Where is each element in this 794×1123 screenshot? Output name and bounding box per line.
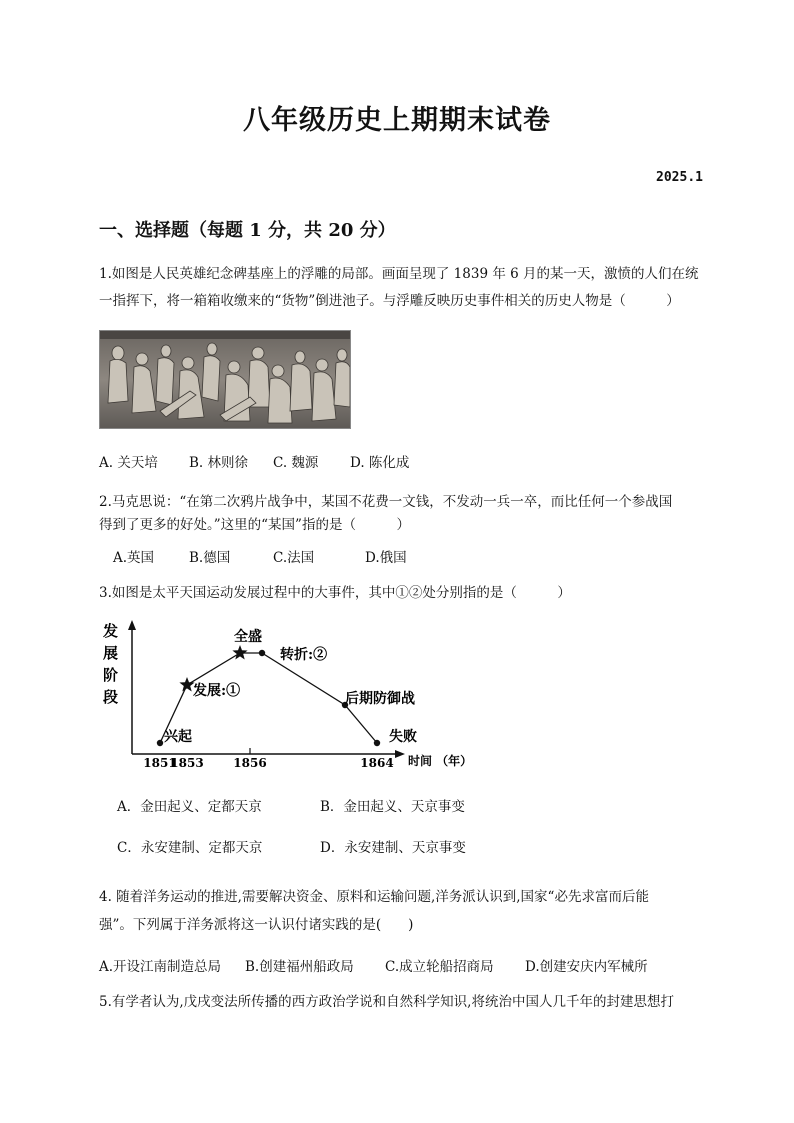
q3-line-1: 3.如图是太平天国运动发展过程中的大事件，其中①②处分别指的是（ ）: [99, 585, 571, 601]
point-label: 发展:①: [193, 683, 241, 699]
q3-option-d: D．永安建制、天京事变: [320, 840, 466, 856]
point-label: 后期防御战: [345, 691, 415, 707]
data-point: [259, 650, 265, 656]
y-axis-label-char: 展: [103, 644, 119, 662]
x-tick-label: 1864: [360, 756, 394, 770]
x-tick-label: 1856: [233, 756, 267, 770]
x-axis-arrow: [395, 750, 405, 758]
star-point: [232, 645, 247, 660]
q4-option-c: C.成立轮船招商局: [385, 959, 494, 975]
q3-option-b: B．金田起义、天京事变: [320, 799, 465, 815]
point-label: 失败: [389, 729, 417, 745]
q2-option-a: A.英国: [113, 550, 155, 566]
q4-line-1: 4. 随着洋务运动的推进,需要解决资金、原料和运输问题,洋务派认识到,国家“必先求富而后能: [99, 889, 649, 905]
q4-option-b: B.创建福州船政局: [245, 959, 354, 975]
q2-option-b: B.德国: [189, 550, 231, 566]
q2-line-2: 得到了更多的好处。”这里的“某国”指的是（ ）: [99, 517, 410, 533]
q3-option-c: C．永安建制、定都天京: [117, 840, 263, 856]
section-heading: 一、选择题（每题 1 分，共 20 分）: [99, 220, 396, 241]
y-axis-label-char: 段: [103, 688, 119, 706]
y-axis-arrow: [128, 620, 136, 630]
point-label: 全盛: [234, 629, 262, 645]
x-axis-label: 时间 （年）: [408, 754, 473, 768]
page-title: 八年级历史上期期末试卷: [243, 105, 551, 136]
y-axis-label-char: 阶: [103, 666, 119, 684]
q1-option-b: B. 林则徐: [189, 455, 249, 471]
q2-line-1: 2.马克思说：“在第二次鸦片战争中，某国不花费一文钱，不发动一兵一卒，而比任何一个参战国: [99, 494, 673, 510]
q4-option-d: D.创建安庆内军械所: [525, 959, 648, 975]
x-tick-label: 1853: [170, 756, 204, 770]
q4-line-2: 强”。下列属于洋务派将这一认识付诸实践的是( ): [99, 917, 414, 933]
q1-option-c: C. 魏源: [273, 455, 319, 471]
data-point: [157, 740, 163, 746]
taiping-timeline-chart: [99, 616, 499, 776]
x-tick-label: 1851: [143, 756, 177, 770]
q4-option-a: A.开设江南制造总局: [99, 959, 222, 975]
exam-date: 2025.1: [656, 170, 703, 185]
y-axis-label-char: 发: [103, 622, 119, 640]
point-label: 兴起: [164, 729, 192, 745]
q1-option-d: D. 陈化成: [350, 455, 410, 471]
q3-option-a: A．金田起义、定都天京: [117, 799, 262, 815]
data-point: [374, 740, 380, 746]
q2-option-d: D.俄国: [365, 550, 407, 566]
q1-option-a: A. 关天培: [99, 455, 158, 471]
q1-line-1: 1.如图是人民英雄纪念碑基座上的浮雕的局部。画面呈现了 1839 年 6 月的某一天，激愤的人们在统: [99, 266, 699, 282]
relief-sculpture-image: [99, 330, 351, 429]
q1-line-2: 一指挥下，将一箱箱收缴来的“货物”倒进池子。与浮雕反映历史事件相关的历史人物是（ ）: [99, 293, 680, 309]
q2-option-c: C.法国: [273, 550, 315, 566]
point-label: 转折:②: [280, 647, 328, 663]
y-axis-label: [102, 622, 118, 706]
q5-line-1: 5.有学者认为,戊戌变法所传播的西方政治学说和自然科学知识,将统治中国人几千年的封建思想打: [99, 994, 674, 1010]
